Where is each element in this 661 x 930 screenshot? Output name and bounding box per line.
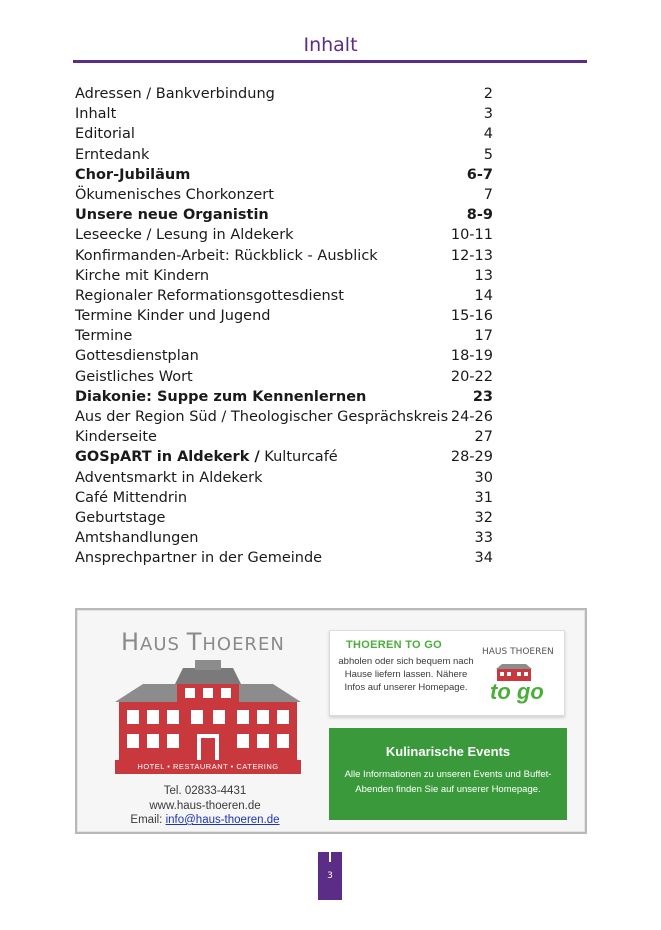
toc-entry <box>75 84 493 104</box>
contact-block <box>85 784 325 828</box>
email-line: Email: info@haus-thoeren.de <box>130 814 280 826</box>
toc-entry <box>75 346 493 366</box>
email-link[interactable]: info@haus-thoeren.de <box>165 814 280 826</box>
toc-entry <box>75 124 493 144</box>
toc-entry-page: 7 <box>483 186 493 203</box>
page-number: 3 <box>318 852 342 900</box>
toc-entry <box>75 185 493 205</box>
toc-entry-page: 34 <box>474 550 493 567</box>
toc-entry <box>75 427 493 447</box>
toc-entry <box>75 447 493 467</box>
toc-entry-title: Adventsmarkt in Aldekerk <box>75 469 263 486</box>
toc-entry-page: 14 <box>474 287 493 304</box>
toc-entry-title: Termine <box>75 328 133 345</box>
website: www.haus-thoeren.de <box>149 799 261 812</box>
toc-entry-page: 15-16 <box>450 308 493 325</box>
toc-entry-page: 6-7 <box>466 166 493 183</box>
to-go-heading: THOEREN TO GO <box>346 639 442 651</box>
page-title: Inhalt <box>303 34 358 56</box>
to-go-logo-title: HAUS THOEREN <box>482 647 554 657</box>
toc-entry-page: 23 <box>472 388 493 405</box>
events-panel <box>329 728 567 820</box>
toc-entry <box>75 367 493 387</box>
toc-entry-title: Gottesdienstplan <box>75 348 199 365</box>
toc-entry-page: 33 <box>474 530 493 547</box>
toc-entry-title: Aus der Region Süd / Theologischer Gesprächskreis <box>75 409 449 425</box>
to-go-panel <box>329 630 565 716</box>
events-title: Kulinarische Events <box>385 744 511 759</box>
toc-entry-title: Geburtstage <box>75 509 166 526</box>
toc-entry-title: Unsere neue Organistin <box>75 207 269 224</box>
brand-name: HAUS THOEREN <box>121 628 285 656</box>
toc-entry <box>75 205 493 225</box>
toc-entry <box>75 326 493 346</box>
table-of-contents <box>75 84 493 569</box>
toc-entry <box>75 407 493 427</box>
toc-entry-title: Chor-Jubiläum <box>75 166 191 183</box>
toc-entry-page: 24-26 <box>450 409 493 425</box>
brand-tagline: HOTEL • RESTAURANT • CATERING <box>115 760 301 774</box>
toc-entry-title: Diakonie: Suppe zum Kennenlernen <box>75 388 367 405</box>
to-go-text: abholen oder sich bequem nach Hause liefern lassen. Nähere Infos auf unserer Homepage. <box>338 656 474 693</box>
advertisement-haus-thoeren <box>75 608 587 834</box>
to-go-building-icon <box>496 661 532 681</box>
toc-entry-page: 3 <box>483 106 493 123</box>
toc-entry <box>75 508 493 528</box>
to-go-logo-text: to go <box>490 679 544 704</box>
events-text: Alle Informationen zu unseren Events und Buffet-Abenden finden Sie auf unserer Homepage. <box>344 769 552 795</box>
toc-entry-title: Adressen / Bankverbindung <box>75 86 275 102</box>
toc-entry-title: Inhalt <box>75 106 117 123</box>
toc-entry-page: 20-22 <box>450 368 493 385</box>
toc-entry-page: 5 <box>483 146 493 163</box>
toc-entry-title: Kirche mit Kindern <box>75 267 210 284</box>
toc-entry-page: 32 <box>474 509 493 526</box>
toc-entry <box>75 104 493 124</box>
toc-entry-title: Ökumenisches Chorkonzert <box>75 186 274 203</box>
toc-entry-title: Amtshandlungen <box>75 530 199 547</box>
toc-entry <box>75 468 493 488</box>
title-divider <box>73 60 587 63</box>
toc-entry <box>75 488 493 508</box>
toc-entry <box>75 528 493 548</box>
toc-entry <box>75 145 493 165</box>
toc-entry-title: GOSpART in Aldekerk / Kulturcafé <box>75 449 338 466</box>
toc-entry-page: 10-11 <box>450 227 493 244</box>
toc-entry-page: 8-9 <box>466 207 493 224</box>
toc-entry <box>75 286 493 306</box>
toc-entry <box>75 387 493 407</box>
toc-entry-title: Erntedank <box>75 146 150 163</box>
toc-entry-title: Kinderseite <box>75 429 157 446</box>
toc-entry-page: 30 <box>474 469 493 486</box>
toc-entry-page: 17 <box>474 328 493 345</box>
toc-entry-page: 27 <box>474 429 493 446</box>
toc-entry-page: 13 <box>474 267 493 284</box>
ad-brand-panel <box>85 620 317 830</box>
toc-entry <box>75 165 493 185</box>
toc-entry-page: 28-29 <box>450 449 493 466</box>
toc-entry-title: Café Mittendrin <box>75 489 188 506</box>
hotel-building-illustration <box>115 660 301 760</box>
phone-number: Tel. 02833-4431 <box>163 785 247 797</box>
toc-entry-page: 2 <box>483 86 493 102</box>
toc-entry-page: 31 <box>474 489 493 506</box>
toc-entry <box>75 266 493 286</box>
toc-entry-title: Editorial <box>75 126 135 143</box>
toc-entry-title: Geistliches Wort <box>75 368 193 385</box>
toc-entry-page: 4 <box>483 126 493 143</box>
toc-entry <box>75 548 493 568</box>
toc-entry-title: Regionaler Reformationsgottesdienst <box>75 287 344 304</box>
toc-entry-page: 18-19 <box>450 348 493 365</box>
toc-entry-title: Leseecke / Lesung in Aldekerk <box>75 227 294 244</box>
toc-entry-title: Konfirmanden-Arbeit: Rückblick - Ausblick <box>75 247 378 264</box>
toc-entry <box>75 246 493 266</box>
toc-entry <box>75 306 493 326</box>
toc-entry-title: Termine Kinder und Jugend <box>75 308 271 325</box>
toc-entry-title: Ansprechpartner in der Gemeinde <box>75 550 323 567</box>
toc-entry <box>75 225 493 245</box>
toc-entry-page: 12-13 <box>450 247 493 264</box>
